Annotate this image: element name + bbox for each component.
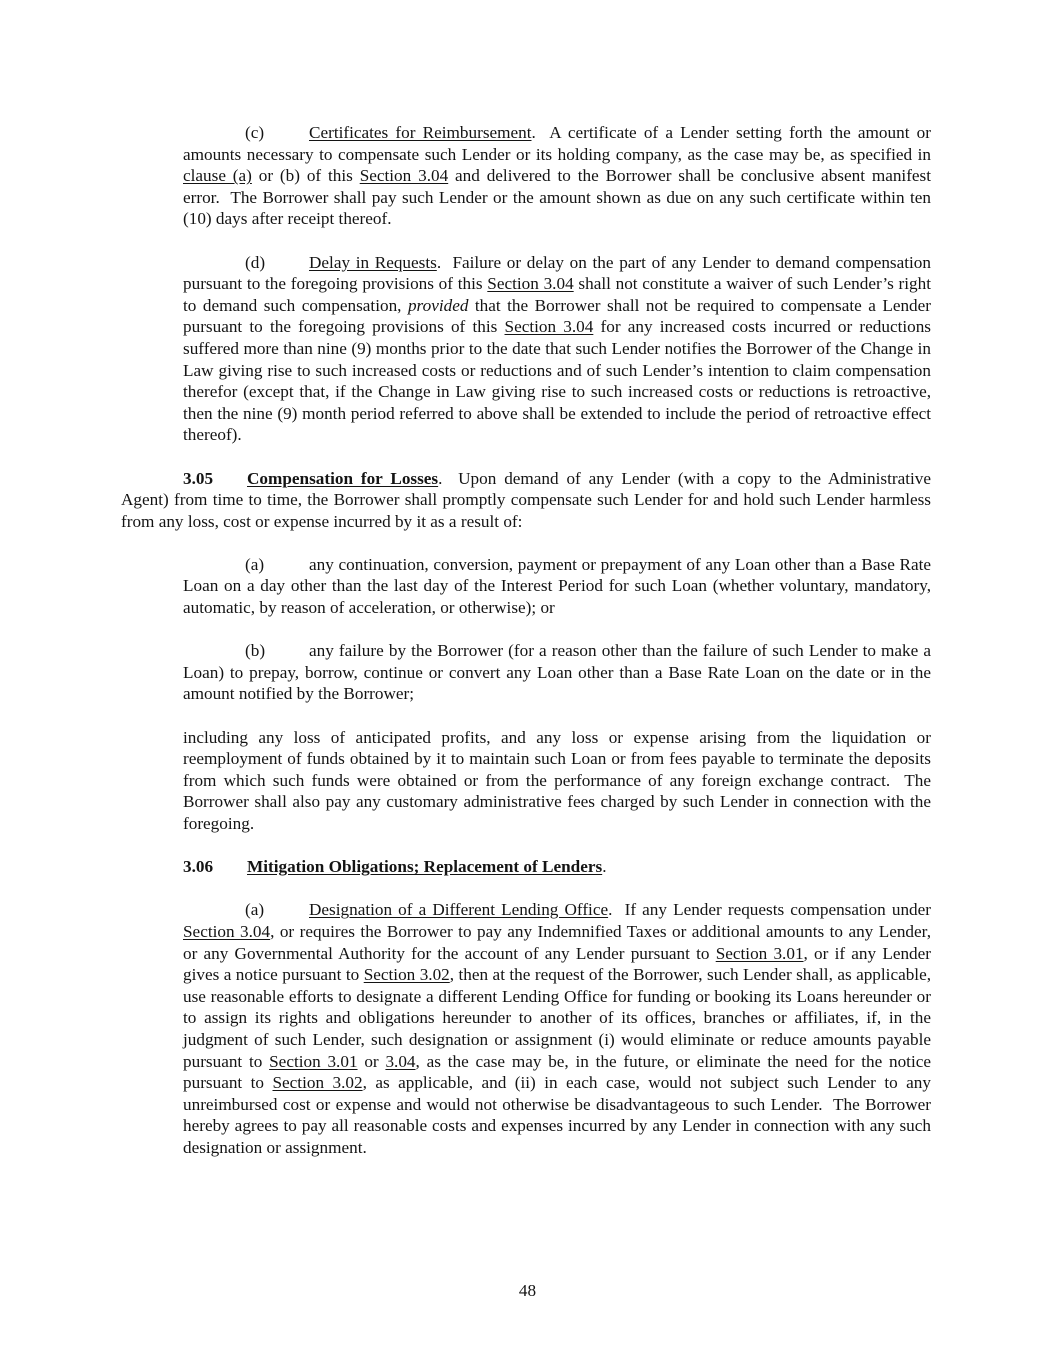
underlined-text-run: Designation of a Different Lending Office — [309, 900, 609, 920]
clause-3-04-c — [183, 122, 931, 230]
clause-3-04-d — [183, 252, 931, 446]
text-run: any continuation, conversion, payment or prepayment of any Loan other than a Base Rate Loan on a day other than the last day of the Interest Period for such Loan (whether voluntary, mandatory, automatic, by reason of acceleration, or otherwise); or — [183, 554, 931, 618]
underlined-text-run: Certificates for Reimbursement — [309, 123, 532, 142]
text-run: including any loss of anticipated profits, and any loss or expense arising from the liquidation or reemployment of funds obtained by it to maintain such Loan or from fees payable to terminate the deposits from which such funds were obtained or from the performance of any foreign exchange contract. The Borrower shall also pay any customary administrative fees charged by such Lender in connection with the foregoing. — [183, 727, 931, 833]
underlined-text-run: clause (a) — [183, 166, 252, 186]
text-run: provided — [407, 295, 469, 315]
underlined-text-run: 3.04 — [385, 1051, 416, 1071]
text-run: or — [357, 1051, 386, 1071]
page-number: 48 — [518, 1281, 537, 1300]
paragraph-label: (d) — [245, 252, 266, 272]
text-run: . A certificate of a Lender setting forth the amount or amounts necessary to compensate such Lender or its holding company, as the case may be, as specified in — [183, 123, 931, 164]
paragraph-label: 3.06 — [183, 857, 214, 877]
underlined-text-run: Section 3.01 — [269, 1051, 358, 1071]
text-run: . Upon demand of any Lender (with a copy to the Administrative Agent) from time to time, the Borrower shall promptly compensate such Lender for and hold such Lender harmless from any loss, cost or expense incurred by it as a result of: — [121, 468, 931, 531]
text-run: , as applicable, and (ii) in each case, would not subject such Lender to any unreimbursed cost or expense and would not otherwise be disadvantageous to such Lender. The Borrower hereby agrees to pay all reasonable costs and expenses incurred by any Lender in connection with any such designation or assignment. — [183, 1073, 931, 1157]
paragraph-label: (b) — [245, 641, 266, 661]
text-run: or (b) of this — [251, 166, 360, 186]
paragraph-label: (a) — [245, 900, 265, 920]
underlined-text-run: Section 3.02 — [272, 1073, 363, 1093]
underlined-text-run: Compensation for Losses — [247, 468, 439, 488]
clause-3-05-a — [183, 554, 931, 619]
text-run: . — [602, 857, 607, 877]
document-body — [121, 122, 931, 1180]
clause-3-06-a — [183, 899, 931, 1158]
paragraph-label: 3.05 — [183, 468, 214, 488]
clause-3-05-b — [183, 640, 931, 705]
underlined-text-run: Section 3.04 — [359, 166, 449, 186]
underlined-text-run: Mitigation Obligations; Replacement of Lenders — [247, 857, 603, 877]
section-3-05 — [121, 468, 931, 533]
text-run: , or if any Lender gives a notice pursuant to — [183, 943, 931, 985]
text-run: shall not constitute a waiver of such Lender’s right to demand such compensation, — [183, 274, 931, 315]
underlined-text-run: Section 3.04 — [504, 317, 594, 337]
text-run: , then at the request of the Borrower, such Lender shall, as applicable, use reasonable efforts to designate a different Lending Office for funding or booking its Loans hereunder or to assign its rights and obligations hereunder to another of its offices, branches or affiliates, if, in the judgment of such Lender, such designation or assignment (i) would eliminate or reduce amounts payable pursuant to — [183, 965, 931, 1071]
text-run: for any increased costs incurred or reductions suffered more than nine (9) months prior to the date that such Lender notifies the Borrower of the Change in Law giving rise to such increased costs or reductions and of such Lender’s intention to claim compensation therefor (except that, if the Change in Law giving rise to such increased costs or reductions is retroactive, then the nine (9) month period referred to above shall be extended to include the period of retroactive effect thereof). — [183, 317, 931, 445]
paragraph-label: (c) — [245, 123, 265, 142]
underlined-text-run: Delay in Requests — [309, 252, 437, 272]
text-run: and delivered to the Borrower shall be conclusive absent manifest error. The Borrower shall pay such Lender or the amount shown as due on any such certificate within ten (10) days after receipt thereof. — [183, 166, 932, 229]
underlined-text-run: Section 3.04 — [487, 274, 574, 294]
text-run: . If any Lender requests compensation under — [608, 900, 931, 920]
clause-3-05-tail — [183, 727, 931, 835]
text-run: , or requires the Borrower to pay any Indemnified Taxes or additional amounts to any Lender, or any Governmental Authority for the account of any Lender pursuant to — [183, 921, 931, 963]
underlined-text-run: Section 3.04 — [183, 921, 271, 941]
text-run: . Failure or delay on the part of any Lender to demand compensation pursuant to the foregoing provisions of this — [183, 252, 931, 294]
text-run: , as the case may be, in the future, or eliminate the need for the notice pursuant to — [183, 1051, 931, 1093]
underlined-text-run: Section 3.02 — [363, 965, 450, 985]
underlined-text-run: Section 3.01 — [715, 943, 804, 963]
section-3-06-heading — [121, 856, 931, 878]
paragraph-label: (a) — [245, 554, 265, 574]
text-run: any failure by the Borrower (for a reason other than the failure of such Lender to make a Loan) to prepay, borrow, continue or convert any Loan other than a Base Rate Loan on the date or in the amount notified by the Borrower; — [183, 641, 931, 704]
text-run: that the Borrower shall not be required to compensate a Lender pursuant to the foregoing provisions of this — [183, 295, 931, 337]
